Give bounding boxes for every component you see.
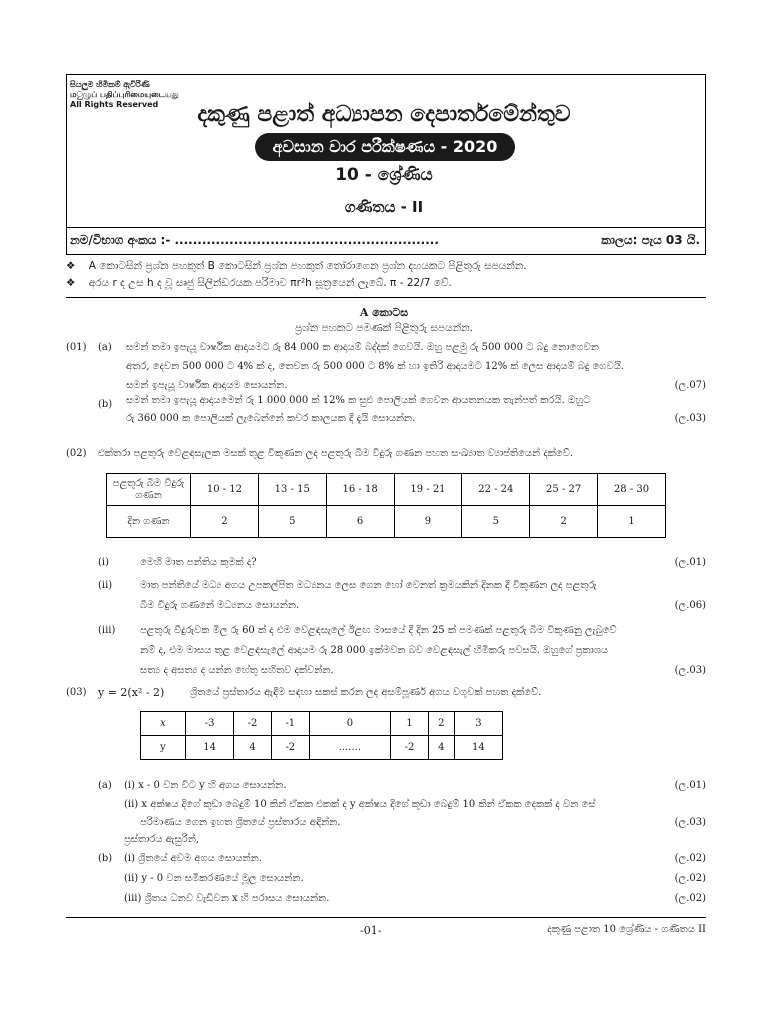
header-label-line-2: ගණන	[135, 489, 162, 501]
bullet-icon: ❖	[66, 277, 76, 289]
q1-b-line-1: සමන් තමා ඉපැයූ ආදායමෙන් රු 1 000 000 ක් 12% ක සුළු පොලියක් ගෙවන ආයතනයක තැන්පත් කරයි. ඔහුට	[126, 395, 591, 406]
q3-b-ii-marks: (ල.02)	[674, 873, 706, 884]
q2-ii-label: (ii)	[98, 580, 113, 591]
table-cell: 5	[462, 506, 530, 538]
q3-b-ii: (ii) y - 0 වන සමීකරණයේ මූල සොයන්න.	[124, 873, 304, 884]
q3-a-i-marks: (ල.01)	[674, 780, 706, 791]
table-cell: -2	[271, 736, 309, 760]
instruction-2-text: අරය r ද උස h ද වූ සෘජු සිලින්ඩරයක පරිමාව πr²h සූත්‍රයෙන් ලැබේ. π - 22/7 වේ.	[88, 277, 452, 289]
q1-a-line-2: අතර, දෙවන 500 000 ට 4% ක් ද, තෙවන රු 500 000 ට 8% ක් හා ඉතිරි ආදායමට 12% ක් ලෙස ආදායම් බදු ගෙවයි.	[126, 361, 625, 372]
q3-a-ii-line-2: පරිමාණය ගෙන ඉහත ශ්‍රිතයේ ප්‍රස්තාරය අඳින්න.	[140, 817, 341, 828]
q3-b-i: (i) ශ්‍රිතයේ අවම අගය සොයන්න.	[124, 853, 262, 864]
name-time-bar	[66, 227, 706, 255]
table-row-days	[107, 506, 666, 538]
table-cell: 28 - 30	[598, 474, 666, 506]
table-cell: 25 - 27	[530, 474, 598, 506]
table-cell: 4	[234, 736, 272, 760]
q1-b-line-2: රු 360 000 ක පොලියක් ලැබෙන්නේ කවර කාලයක දී දැයි සොයන්න.	[126, 413, 416, 424]
q3-b-label: (b)	[98, 853, 113, 864]
table-cell: 1	[391, 712, 429, 736]
table-cell: 2	[428, 712, 454, 736]
q1-b-label: (b)	[98, 399, 113, 410]
q1-a-line-1: සමන් තමා ඉපැයූ වාර්ෂික ආදායමට රු 84 000 ක ආදායම් බද්දක් ගෙවයි. ඔහු පළමු රු 500 000 ට බදු නොගෙවන	[126, 342, 599, 353]
q2-iii-label: (iii)	[98, 625, 116, 636]
q2-ii-line-2: බීම වීදුරු ගණනේ මධ්‍යනය සොයන්න.	[140, 600, 300, 611]
value-table	[140, 711, 503, 760]
q2-intro: එක්තරා පළතුරු වෙළඳසැලක මසක් තුළ විකුණන ලද පළතුරු බීම වීදුරු ගණන පහත සංඛ්‍යාත ව්‍යාප්තියෙන් දක්වේ.	[98, 448, 574, 459]
q1-a-line-3: සමන් ඉපැයූ වාර්ෂික ආදායම සොයන්න.	[126, 380, 288, 391]
table-cell: .......	[309, 736, 391, 760]
table-cell: 19 - 21	[394, 474, 462, 506]
table-cell: 2	[530, 506, 598, 538]
q3-number: (03)	[66, 687, 87, 698]
table-row-label: දින ගණන	[107, 506, 191, 538]
divider	[66, 297, 706, 298]
table-row-y	[141, 736, 503, 760]
q2-ii-line-1: මාත පන්තියේ මධ්‍ය අගය උපකල්පිත මධ්‍යනය ලෙස ගෙන හෝ වෙනත් ක්‍රමයකින් දිනක දී විකුණන ලද පළතුරු	[140, 580, 597, 591]
q2-iii-marks: (ල.03)	[674, 665, 706, 676]
q3-b-i-marks: (ල.02)	[674, 853, 706, 864]
table-cell: 3	[454, 712, 502, 736]
page-number: -01-	[360, 924, 382, 937]
name-index-label: නම/විභාග අංකය :- ..........................................................	[70, 233, 439, 247]
table-row-label: y	[141, 736, 186, 760]
table-cell: 14	[454, 736, 502, 760]
table-cell: 2	[191, 506, 259, 538]
grade-title: 10 - ශ්‍රේණිය	[335, 165, 433, 185]
department-title: දකුණු පළාත් අධ්‍යාපන දෙපාර්තමේන්තුව	[197, 102, 571, 127]
footer-divider	[66, 917, 706, 918]
rights-line-2: மුழுப் பதிப்புரிமையுடையது	[70, 90, 179, 99]
q1-a-marks: (ල.07)	[674, 380, 706, 391]
table-cell: 10 - 12	[191, 474, 259, 506]
table-row-label: x	[141, 712, 186, 736]
table-cell: 6	[326, 506, 394, 538]
q2-iii-line-3: සත්‍ය ද අසත්‍ය ද යන්න හේතු සහිතව දක්වන්න.	[140, 665, 334, 676]
q3-b-iii-marks: (ල.02)	[674, 893, 706, 904]
graph-note: ප්‍රස්තාරය ඇසුරින්,	[124, 834, 199, 845]
q3-b-iii: (iii) ශ්‍රිතය ධනව වැඩිවන x හි පරාසය සොයන්න.	[124, 893, 330, 904]
q3-intro: ශ්‍රිතයේ ප්‍රස්තාරය ඇඳීම සඳහා සකස් කරන ලද අසම්පූර්ණ අගය වගුවක් පහත දක්වේ.	[190, 687, 542, 698]
subject-title: ගණිතය - II	[344, 198, 424, 216]
q3-equation: y = 2(x² - 2)	[98, 686, 165, 699]
q2-i-text: මෙහි මාත පන්තිය කුමක් ද?	[140, 557, 257, 568]
table-cell: 9	[394, 506, 462, 538]
q2-i-label: (i)	[98, 557, 110, 568]
time-allowed: කාලය: පැය 03 යි.	[601, 233, 700, 247]
q1-number: (01)	[66, 342, 87, 353]
table-cell: 0	[309, 712, 391, 736]
table-header-label	[107, 474, 191, 506]
table-cell: 4	[428, 736, 454, 760]
table-cell: 22 - 24	[462, 474, 530, 506]
table-cell: 13 - 15	[258, 474, 326, 506]
q2-ii-marks: (ල.06)	[674, 600, 706, 611]
exam-title-badge: අවසාන වාර පරීක්ෂණය - 2020	[255, 133, 515, 161]
q3-a-label: (a)	[98, 780, 112, 791]
q2-number: (02)	[66, 448, 87, 459]
header-label-line-1: පළතුරු බීම වීදුරු	[112, 477, 185, 489]
bullet-icon: ❖	[66, 260, 76, 272]
q1-a-label: (a)	[98, 342, 112, 353]
table-cell: -2	[234, 712, 272, 736]
q1-b-marks: (ල.03)	[674, 413, 706, 424]
q2-iii-line-1: පළතුරු වීදුරුවක මිල රු 60 ක් ද එම වෙළඳසැලේ ඊළඟ මාසයේ දී දින 25 ක් පමණක් පළතුරු බීම විකුණනු ලැබුවේ	[140, 625, 617, 636]
table-row-classes	[107, 474, 666, 506]
rights-line-3: All Rights Reserved	[70, 100, 159, 109]
frequency-table	[106, 473, 666, 538]
table-cell: 1	[598, 506, 666, 538]
rights-line-1: සියලුම හිමිකම් ඇවිරිණි	[70, 80, 150, 89]
instruction-2	[66, 277, 452, 290]
table-cell: 5	[258, 506, 326, 538]
q2-iii-line-2: නම් ද, එම මාසය තුළ වෙළඳසැලේ ආදායම රු 28 000 ඉක්මවන බව වෙළඳසැල් හිමිකරු පවසයි. ඔහුගේ ප්‍රකාශය	[140, 645, 609, 656]
table-cell: -1	[271, 712, 309, 736]
table-cell: 16 - 18	[326, 474, 394, 506]
part-a-subtitle: ප්‍රශ්න පහකට පමණක් පිළිතුරු සපයන්න.	[295, 322, 473, 334]
q2-i-marks: (ල.01)	[674, 557, 706, 568]
table-cell: -3	[186, 712, 234, 736]
instruction-1-text: A කොටසින් ප්‍රශ්න පහකුත් B කොටසින් ප්‍රශ්න පහකුත් තෝරාගෙන ප්‍රශ්න දහයකට පිළිතුරු සපයන්න.	[88, 260, 527, 272]
table-cell: 14	[186, 736, 234, 760]
table-row-x	[141, 712, 503, 736]
instruction-1	[66, 260, 527, 273]
q3-a-i: (i) x - 0 වන විට y හි අගය සොයන්න.	[124, 780, 287, 791]
table-cell: -2	[391, 736, 429, 760]
footer-subject: දකුණු පළාත 10 ශ්‍රේණිය - ගණිතය II	[547, 924, 706, 935]
part-a-title: A කොටස	[359, 306, 409, 319]
q3-a-ii-line-1: (ii) x අක්ෂය දිගේ කුඩා බෙදුම් 10 කින් ඒකක එකක් ද y අක්ෂය දිගේ කුඩා බෙදුම් 10 කින් ඒකක දෙකක් ද වන සේ	[124, 799, 596, 810]
q3-a-ii-marks: (ල.03)	[674, 817, 706, 828]
